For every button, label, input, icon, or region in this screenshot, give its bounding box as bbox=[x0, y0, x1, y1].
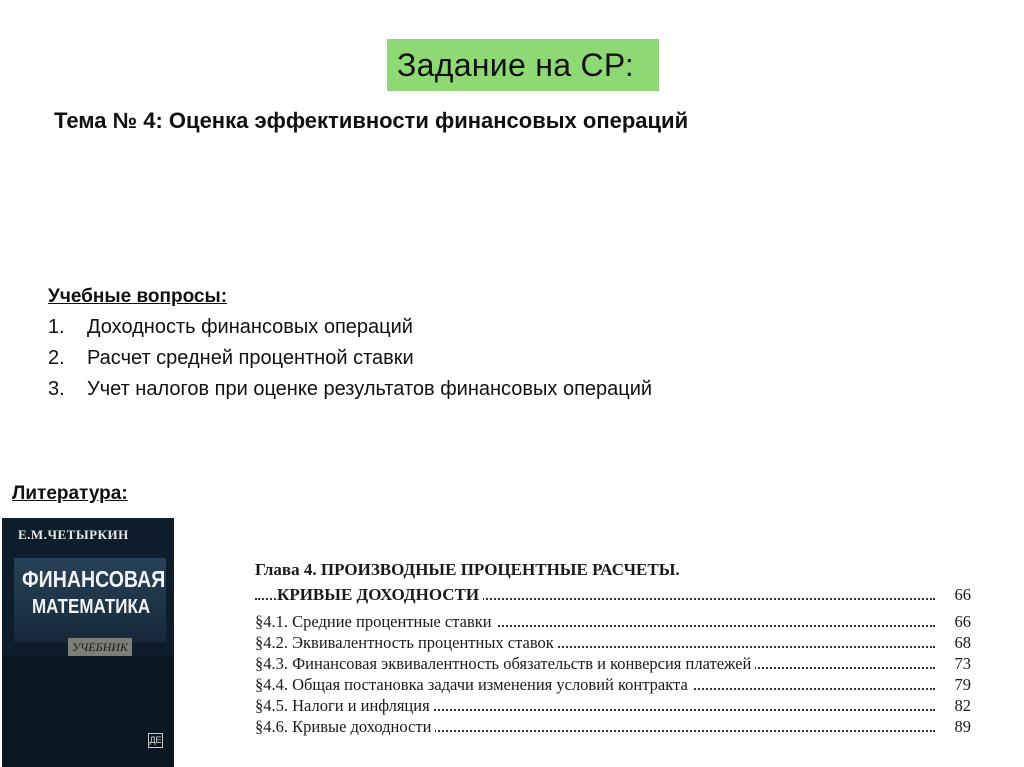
toc-page-number: 89 bbox=[954, 717, 971, 736]
question-text: Расчет средней процентной ставки bbox=[87, 347, 414, 369]
assignment-title-box bbox=[387, 39, 659, 91]
toc-entry bbox=[255, 717, 975, 738]
question-text: Доходность финансовых операций bbox=[87, 316, 413, 338]
question-text: Учет налогов при оценке результатов финансовых операций bbox=[87, 378, 653, 400]
toc-page-number: 79 bbox=[954, 675, 971, 694]
book-title-line2: МАТЕМАТИКА bbox=[32, 596, 151, 618]
toc-entry bbox=[255, 654, 975, 675]
toc-page-number: 82 bbox=[954, 696, 971, 715]
book-title-line1: ФИНАНСОВАЯ bbox=[22, 566, 166, 592]
literature-label: Литература: bbox=[12, 483, 128, 504]
publisher-logo-icon: ДЕ bbox=[148, 733, 163, 748]
toc-entry bbox=[255, 675, 975, 696]
toc-entry-label: §4.5. Налоги и инфляция bbox=[255, 696, 434, 716]
book-cover-image bbox=[2, 518, 174, 767]
toc-chapter-subtitle: КРИВЫЕ ДОХОДНОСТИ bbox=[277, 585, 483, 605]
toc-entry bbox=[255, 633, 975, 654]
toc-entry bbox=[255, 612, 975, 633]
toc-entry-label: §4.6. Кривые доходности bbox=[255, 717, 435, 737]
toc-chapter-title: Глава 4. ПРОИЗВОДНЫЕ ПРОЦЕНТНЫЕ РАСЧЕТЫ. bbox=[255, 560, 680, 579]
question-number: 2. bbox=[48, 347, 65, 369]
toc-page-number: 73 bbox=[954, 654, 971, 673]
toc-entry-label: §4.4. Общая постановка задачи изменения условий контракта bbox=[255, 675, 692, 695]
toc-page-number: 66 bbox=[954, 612, 971, 631]
toc-entry-label: §4.2. Эквивалентность процентных ставок bbox=[255, 633, 558, 653]
toc-page-number: 66 bbox=[954, 585, 971, 604]
toc-chapter-row bbox=[255, 585, 975, 606]
study-questions bbox=[48, 286, 652, 405]
toc-page-number: 68 bbox=[954, 633, 971, 652]
book-author: Е.М.ЧЕТЫРКИН bbox=[18, 527, 129, 542]
assignment-title: Задание на СР: bbox=[397, 46, 635, 83]
question-number: 3. bbox=[48, 378, 65, 400]
toc-entry bbox=[255, 696, 975, 717]
book-lower-band bbox=[2, 656, 174, 767]
question-number: 1. bbox=[48, 316, 65, 338]
toc-entry-label: §4.1. Средние процентные ставки bbox=[255, 612, 496, 632]
topic-heading: Тема № 4: Оценка эффективности финансовых операций bbox=[54, 108, 689, 133]
questions-heading: Учебные вопросы: bbox=[48, 286, 228, 307]
toc-entry-label: §4.3. Финансовая эквивалентность обязательств и конверсия платежей bbox=[255, 654, 755, 674]
question-item bbox=[48, 343, 652, 374]
book-badge: УЧЕБНИК bbox=[68, 638, 132, 656]
question-item bbox=[48, 374, 652, 405]
question-item bbox=[48, 312, 652, 343]
table-of-contents-image bbox=[255, 560, 975, 738]
